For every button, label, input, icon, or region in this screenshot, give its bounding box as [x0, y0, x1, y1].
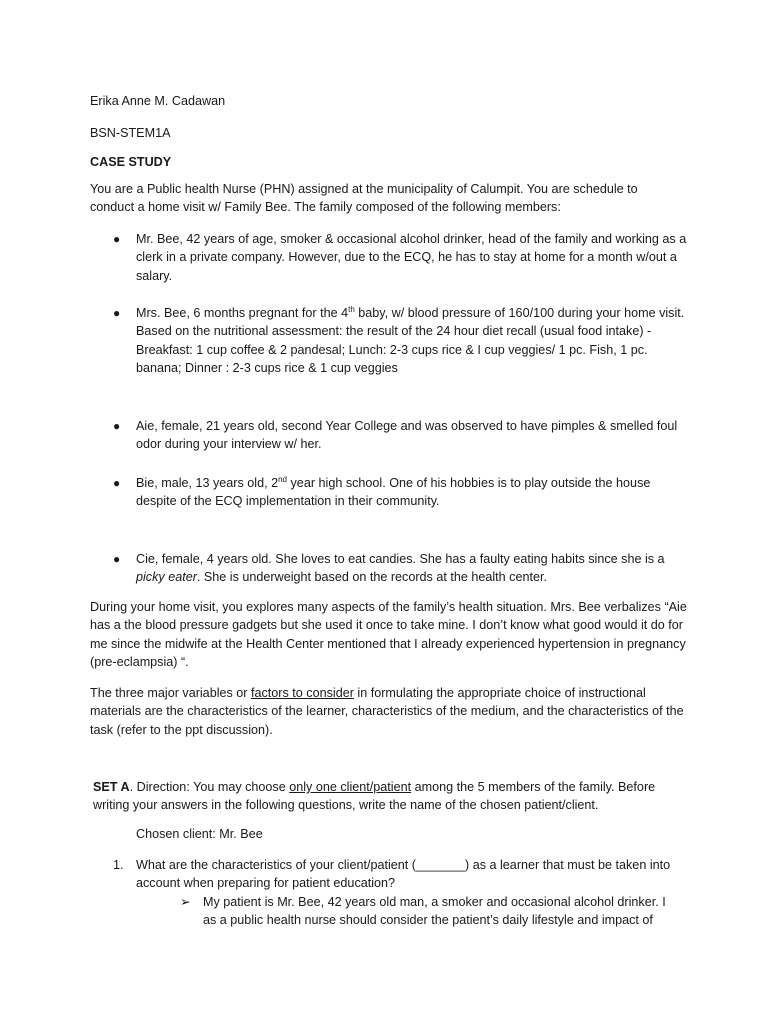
doc-title: CASE STUDY: [90, 155, 172, 169]
factors-paragraph: The three major variables or factors to consider in formulating the appropriate choice of instructional materials are the characteristics of the learner, characteristics of the medium, and the characteristics of the task (refer to the ppt discussion).: [90, 686, 684, 737]
set-a-direction: SET A. Direction: You may choose only one client/patient among the 5 members of the family. Before writing your answers in the following questions, write the name of the chosen patient/client.: [93, 780, 656, 813]
bullet-icon: ●: [113, 419, 121, 433]
arrow-bullet-icon: ➢: [180, 895, 191, 909]
document-page: Erika Anne M. Cadawan BSN-STEM1A CASE STUDY You are a Public health Nurse (PHN) assigned at the municipality of Calumpit. You are schedule to conduct a home visit w/ Family Bee. The family composed of the following members: ● Mr. Bee, 42 years of age, smoker & occasional alcohol drinker, head of the family and working as a clerk in a private company. However, due to the ECQ, he has to stay at home for a month w/out a salary. ● Mrs. Bee, 6 months pregnant for the 4th baby, w/ blood pressure of 160/100 during your home visit. Based on the nutritional assessment: the result of the 24 hour diet recall (usual food intake) - Breakfast: 1 cup coffee & 2 pandesal; Lunch: 2-3 cups rice & I cup veggies/ 1 pc. Fish, 1 pc. banana; Dinner : 2-3 cups rice & 1 cup veggies ● Aie, female, 21 years old, second Year College and was observed to have pimples & smelled foul odor during your interview w/ her. ● Bie, male, 13 years old, 2nd year high school. One of his hobbies is to play outside the house despite of the ECQ implementation in their community. ● Cie, female, 4 years old. She loves to eat candies. She has a faulty eating habits since she is a picky eater. She is underweight based on the records at the health center. During your home visit, you explores many aspects of the family’s health situation. Mrs. Bee verbalizes “Aie has a the blood pressure gadgets but she used it once to take mine. I don’t know what good would it do for me since the midwife at the Health Center mentioned that I already experienced hypertension in pregnancy (pre-eclampsia) “. The three major variables or factors to consider in formulating the appropriate choice of instructional materials are the characteristics of the learner, characteristics of the medium, and the characteristics of the task (refer to the ppt discussion). SET A. Direction: You may choose only one client/patient among the 5 members of the family. Before writing your answers in the following questions, write the name of the chosen patient/client. Chosen client: Mr. Bee 1. What are the characteristics of your client/patient (_______) as a learner that must be taken into account when preparing for patient education? ➢ My patient is Mr. Bee, 42 years old man, a smoker and occasional alcohol drinker. I as a public health nurse should consider the patient’s daily lifestyle and impact of: [0, 0, 768, 1024]
bullet-icon: ●: [113, 306, 121, 320]
home-visit-paragraph: During your home visit, you explores many aspects of the family’s health situation. Mrs. Bee verbalizes “Aie has a the blood pressure gadgets but she used it once to take mine. I don’t know what good would it do for me since the midwife at the Health Center mentioned that I already experienced hypertension in pregnancy (pre-eclampsia) “.: [90, 600, 687, 670]
author-name: Erika Anne M. Cadawan: [90, 94, 226, 108]
intro-paragraph: You are a Public health Nurse (PHN) assigned at the municipality of Calumpit. You are schedule to conduct a home visit w/ Family Bee. The family composed of the following members:: [90, 182, 638, 215]
chosen-client: Chosen client: Mr. Bee: [136, 827, 263, 841]
section-code: BSN-STEM1A: [90, 126, 171, 140]
bullet-icon: ●: [113, 232, 121, 246]
bullet-icon: ●: [113, 476, 121, 490]
bullet-icon: ●: [113, 552, 121, 566]
